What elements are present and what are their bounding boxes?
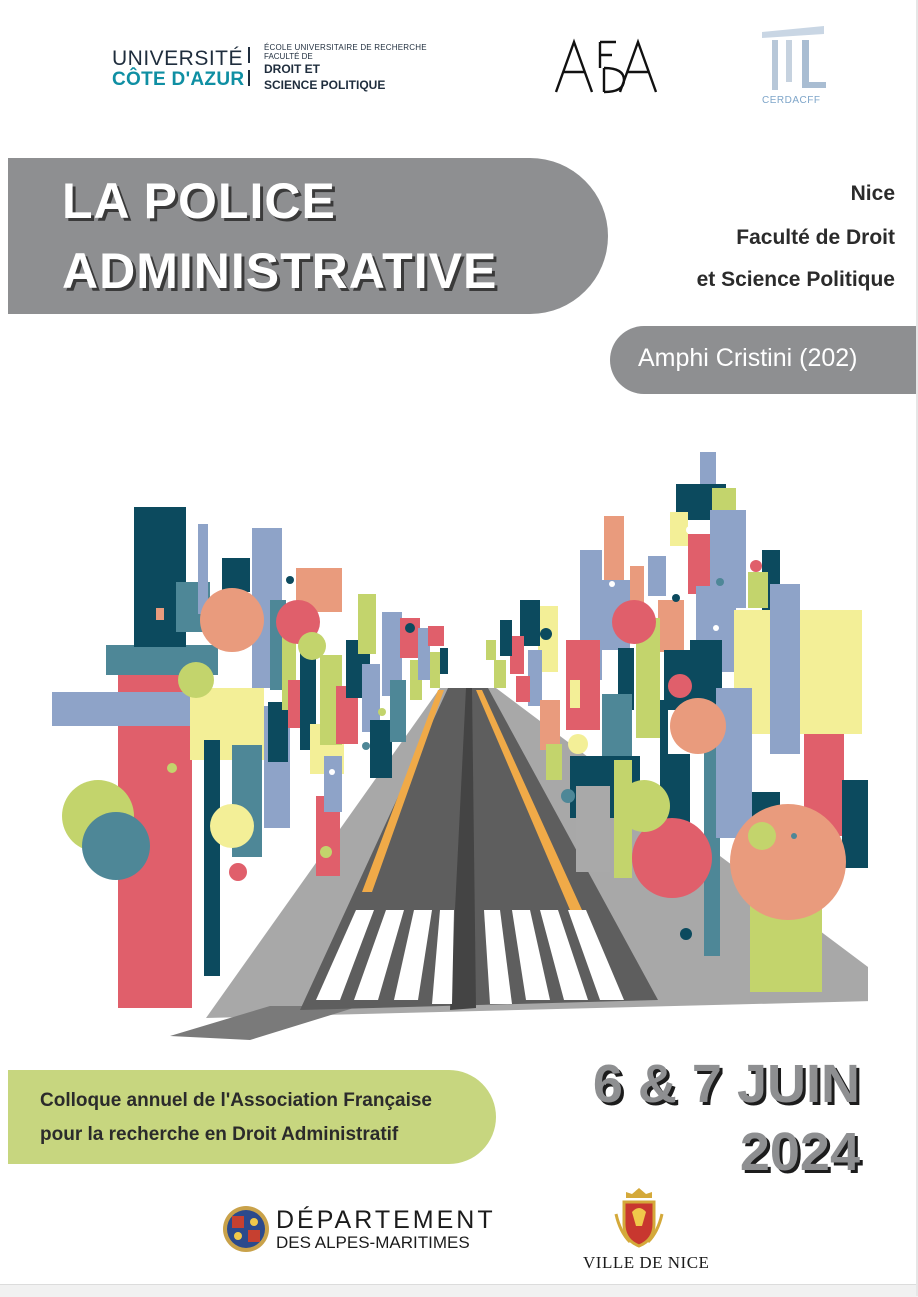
afda-logo-icon: [552, 38, 658, 96]
uca-logo-line1: UNIVERSITÉ: [112, 47, 244, 70]
departement-label-line2: DES ALPES-MARITIMES: [276, 1233, 470, 1252]
eur-label-line4: SCIENCE POLITIQUE: [264, 78, 386, 92]
eur-label-line3: DROIT ET: [264, 62, 320, 76]
departement-label-line1: DÉPARTEMENT: [276, 1206, 496, 1234]
colloque-text-line1: Colloque annuel de l'Association Française: [40, 1090, 432, 1111]
venue-faculty-line2: et Science Politique: [696, 268, 895, 291]
ville-de-nice-crest-icon: [612, 1186, 666, 1250]
cerdacff-logo-icon: [758, 26, 830, 92]
colloque-text-line2: pour la recherche en Droit Administratif: [40, 1124, 399, 1145]
departement-crest-icon: [222, 1204, 270, 1254]
page-bottom-edge: [0, 1284, 918, 1297]
cerdacff-logo-label: CERDACFF: [762, 95, 821, 106]
room-label: Amphi Cristini (202): [638, 344, 858, 372]
city-street-illustration: [48, 450, 868, 1050]
event-date-year: 2024: [739, 1122, 860, 1182]
venue-city: Nice: [850, 182, 895, 205]
event-date-days: 6 & 7 JUIN: [592, 1054, 860, 1114]
colloque-banner: [8, 1070, 496, 1164]
venue-faculty-line1: Faculté de Droit: [736, 226, 895, 249]
logo-separator: [248, 47, 250, 63]
page-title-line1: LA POLICE: [62, 173, 336, 229]
logo-separator: [248, 70, 250, 86]
eur-label-line2: FACULTÉ DE: [264, 52, 313, 61]
uca-logo-line2: CÔTE D'AZUR: [112, 69, 245, 90]
page-title-line2: ADMINISTRATIVE: [62, 243, 498, 299]
ville-de-nice-label: VILLE DE NICE: [583, 1253, 710, 1272]
eur-label-line1: ÉCOLE UNIVERSITAIRE DE RECHERCHE: [264, 43, 427, 52]
